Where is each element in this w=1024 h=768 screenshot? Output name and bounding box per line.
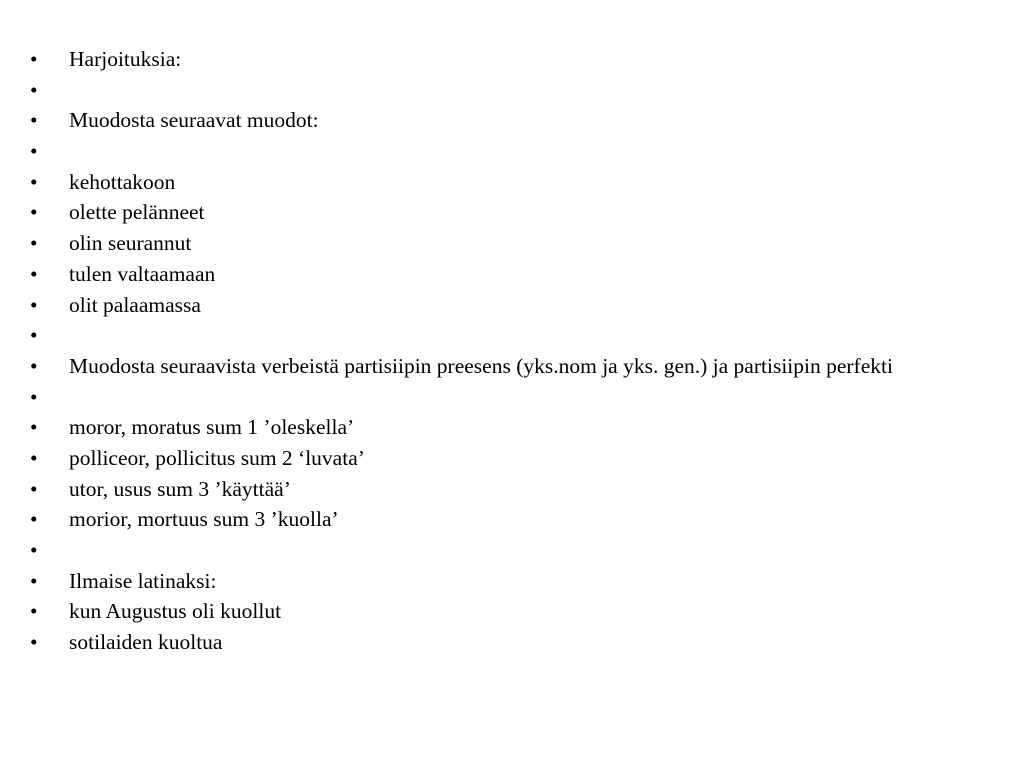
list-item-text: morior, mortuus sum 3 ’kuolla’ bbox=[69, 507, 339, 532]
list-item-text: kun Augustus oli kuollut bbox=[69, 599, 282, 624]
bullet-icon: • bbox=[30, 476, 38, 501]
list-item bbox=[30, 570, 980, 593]
list-item bbox=[30, 201, 980, 224]
bullet-icon: • bbox=[30, 507, 38, 532]
bullet-icon: • bbox=[30, 77, 38, 102]
list-item-text: Muodosta seuraavat muodot: bbox=[69, 108, 319, 133]
list-item-text: tulen valtaamaan bbox=[69, 261, 216, 286]
list-item bbox=[30, 79, 980, 102]
bullet-icon: • bbox=[30, 47, 38, 71]
bullet-icon: • bbox=[30, 538, 38, 562]
list-item bbox=[30, 539, 980, 562]
list-item-text: utor, usus sum 3 ’käyttää’ bbox=[69, 476, 291, 501]
bullet-icon: • bbox=[30, 630, 38, 655]
list-item bbox=[30, 263, 980, 286]
list-item bbox=[30, 324, 980, 347]
list-item bbox=[30, 478, 980, 501]
list-item bbox=[30, 416, 980, 439]
bullet-icon: • bbox=[30, 323, 38, 348]
list-item-text: olette pelänneet bbox=[69, 200, 205, 225]
list-item-text: Ilmaise latinaksi: bbox=[69, 568, 217, 593]
bullet-icon: • bbox=[30, 445, 38, 470]
list-item bbox=[30, 232, 980, 255]
bullet-icon: • bbox=[30, 599, 38, 624]
bullet-icon: • bbox=[30, 384, 38, 409]
list-item bbox=[30, 447, 980, 470]
bullet-icon: • bbox=[30, 261, 38, 286]
bullet-icon: • bbox=[30, 415, 38, 440]
bullet-icon: • bbox=[30, 200, 38, 225]
list-item-text: olit palaamassa bbox=[69, 292, 201, 317]
list-item-text: moror, moratus sum 1 ’oleskella’ bbox=[69, 415, 355, 440]
bullet-icon: • bbox=[30, 292, 38, 317]
list-item bbox=[30, 171, 980, 194]
bullet-icon: • bbox=[30, 231, 38, 256]
bullet-icon: • bbox=[30, 139, 38, 164]
list-item-text: kehottakoon bbox=[69, 169, 176, 194]
bullet-icon: • bbox=[30, 353, 38, 378]
list-item-text: olin seurannut bbox=[69, 231, 192, 256]
bullet-icon: • bbox=[30, 108, 38, 133]
list-item bbox=[30, 386, 980, 409]
bullet-icon: • bbox=[30, 568, 38, 593]
bullet-icon: • bbox=[30, 169, 38, 194]
bullet-list bbox=[30, 48, 980, 662]
list-item bbox=[30, 508, 980, 531]
list-item bbox=[30, 600, 980, 623]
list-item-text: sotilaiden kuoltua bbox=[69, 630, 223, 655]
list-item-text: Muodosta seuraavista verbeistä partisiipin preesens (yks.nom ja yks. gen.) ja partisiipin perfekti bbox=[69, 353, 893, 378]
list-item bbox=[30, 140, 980, 163]
list-item bbox=[30, 109, 980, 132]
list-item bbox=[30, 294, 980, 317]
list-item-text: Harjoituksia: bbox=[69, 47, 182, 71]
list-item bbox=[30, 355, 980, 378]
list-item-text: polliceor, pollicitus sum 2 ‘luvata’ bbox=[69, 445, 365, 470]
list-item bbox=[30, 48, 980, 71]
list-item bbox=[30, 631, 980, 654]
